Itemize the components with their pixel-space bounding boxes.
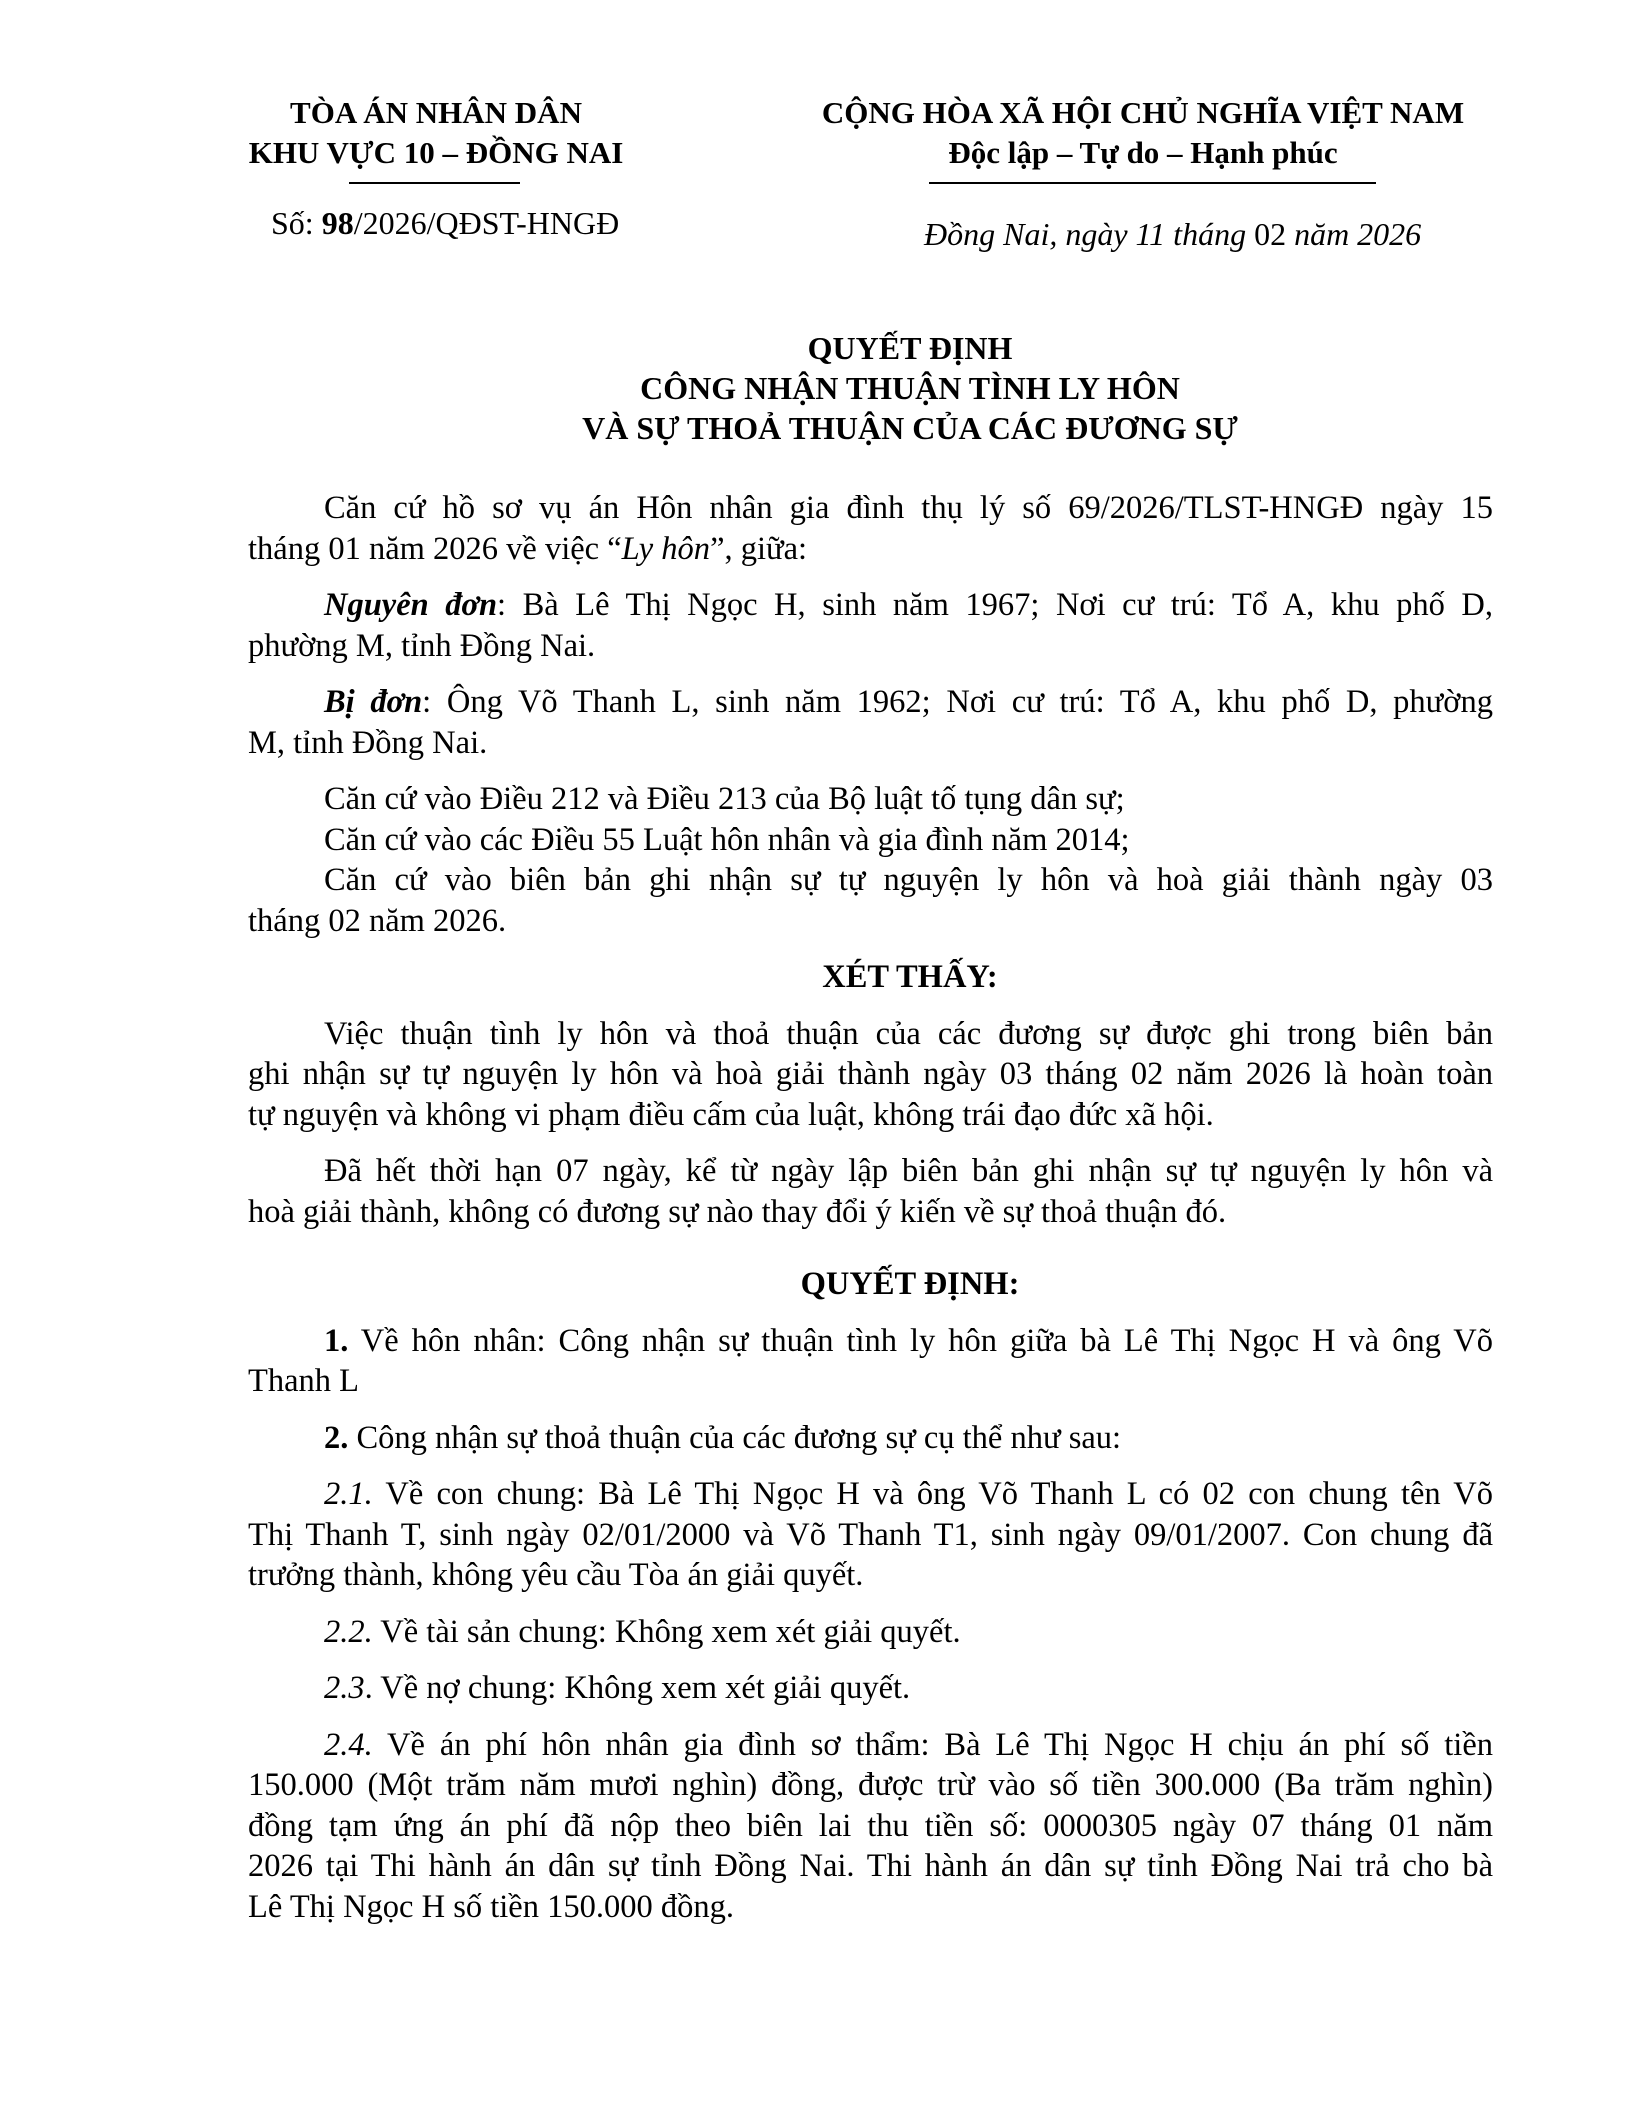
paragraph — [248, 1612, 1493, 1653]
text-segment: Căn cứ vào Điều 212 và Điều 213 của Bộ luật tố tụng dân sự; — [324, 781, 1125, 817]
text-segment: đồng tạm ứng án phí đã nộp theo biên lai thu tiền số: 0000305 ngày 07 tháng 01 năm — [248, 1807, 1493, 1844]
motto-underline — [929, 182, 1376, 184]
text-line — [248, 1361, 1493, 1402]
text-line — [248, 860, 1493, 901]
number-suffix: /2026/QĐST-HNGĐ — [353, 205, 620, 241]
text-line — [248, 1612, 1493, 1653]
text-line — [248, 1418, 1493, 1459]
paragraph — [248, 488, 1493, 569]
text-segment: 150.000 (Một trăm năm mươi nghìn) đồng, được trừ vào số tiền 300.000 (Ba trăm nghìn) — [248, 1767, 1493, 1803]
text-line — [248, 529, 1493, 570]
text-line — [248, 723, 1493, 764]
text-line — [248, 1765, 1493, 1806]
date-month: 02 — [1254, 216, 1287, 252]
text-segment: Đã hết thời hạn 07 ngày, kể từ ngày lập biên bản ghi nhận sự tự nguyện ly hôn và — [324, 1153, 1493, 1189]
text-line — [248, 1095, 1493, 1136]
text-line — [248, 626, 1493, 667]
text-segment: Lê Thị Ngọc H số tiền 150.000 đồng. — [248, 1888, 734, 1925]
text-line — [248, 1887, 1493, 1928]
text-line — [248, 1668, 1493, 1709]
paragraph — [248, 1725, 1493, 1928]
text-line — [248, 1321, 1493, 1362]
date-year: năm 2026 — [1286, 216, 1422, 252]
text-line — [248, 779, 1493, 820]
document-title — [248, 328, 1572, 448]
text-line — [248, 901, 1493, 942]
text-segment: 2.2. — [324, 1613, 373, 1650]
text-line — [248, 820, 1493, 861]
paragraph — [248, 1151, 1493, 1232]
text-segment: 2.3 — [324, 1670, 365, 1706]
text-segment: . Về nợ chung: Không xem xét giải quyết. — [364, 1670, 911, 1706]
text-segment: M, tỉnh Đồng Nai. — [248, 724, 488, 761]
text-segment: trưởng thành, không yêu cầu Tòa án giải quyết. — [248, 1557, 864, 1593]
text-line — [248, 1555, 1493, 1596]
text-segment: Về án phí hôn nhân gia đình sơ thẩm: Bà Lê Thị Ngọc H chịu án phí số tiền — [372, 1726, 1493, 1763]
court-line-2: KHU VỰC 10 – ĐỒNG NAI — [248, 135, 624, 170]
number-value: 98 — [321, 205, 354, 241]
text-segment: Căn cứ vào các Điều 55 Luật hôn nhân và gia đình năm 2014; — [324, 821, 1130, 858]
text-line — [248, 1054, 1493, 1095]
text-segment: Căn cứ hồ sơ vụ án Hôn nhân gia đình thụ lý số 69/2026/TLST-HNGĐ ngày 15 — [324, 490, 1493, 526]
paragraph — [248, 585, 1493, 666]
text-line — [248, 1264, 1572, 1305]
text-segment: Việc thuận tình ly hôn và thoả thuận của các đương sự được ghi trong biên bản — [324, 1015, 1493, 1052]
number-prefix: Số: — [271, 205, 322, 241]
text-segment: Về tài sản chung: Không xem xét giải quyết. — [372, 1613, 961, 1650]
text-segment: QUYẾT ĐỊNH: — [800, 1266, 1020, 1302]
title-line-2: CÔNG NHẬN THUẬN TÌNH LY HÔN — [640, 370, 1180, 406]
paragraph — [248, 1418, 1493, 1459]
title-line-1: QUYẾT ĐỊNH — [807, 330, 1013, 366]
text-segment: Căn cứ vào biên bản ghi nhận sự tự nguyện ly hôn và hoà giải thành ngày 03 — [324, 862, 1493, 898]
national-motto — [793, 93, 1493, 173]
text-line — [248, 585, 1493, 626]
text-segment: 2.1. — [324, 1476, 373, 1512]
text-segment: : Bà Lê Thị Ngọc H, sinh năm 1967; Nơi cư trú: Tổ A, khu phố D, — [497, 587, 1493, 623]
court-line-1: TÒA ÁN NHÂN DÂN — [290, 95, 582, 130]
paragraph — [248, 1668, 1493, 1709]
document-number — [271, 203, 619, 243]
paragraph — [248, 860, 1493, 941]
text-segment: Bị đơn — [324, 684, 423, 720]
text-segment: Ly hôn — [621, 530, 711, 567]
text-line — [248, 682, 1493, 723]
paragraph — [248, 779, 1493, 820]
text-line — [248, 1515, 1493, 1556]
text-segment: hoà giải thành, không có đương sự nào thay đổi ý kiến về sự thoả thuận đó. — [248, 1193, 1227, 1230]
text-segment: XÉT THẤY: — [822, 959, 998, 995]
text-line — [248, 1014, 1493, 1055]
nation-line-1: CỘNG HÒA XÃ HỘI CHỦ NGHĨA VIỆT NAM — [821, 95, 1465, 130]
text-segment: ghi nhận sự tự nguyện ly hôn và hoà giải thành ngày 03 tháng 02 năm 2026 là hoàn toàn — [248, 1056, 1493, 1092]
issue-date — [924, 214, 1421, 254]
title-line-3: VÀ SỰ THOẢ THUẬN CỦA CÁC ĐƯƠNG SỰ — [582, 410, 1238, 446]
text-line — [248, 488, 1493, 529]
text-segment: phường M, tỉnh Đồng Nai. — [248, 627, 596, 664]
text-line — [248, 1192, 1493, 1233]
text-segment: Công nhận sự thoả thuận của các đương sự cụ thể như sau: — [348, 1419, 1122, 1456]
section-heading — [248, 957, 1493, 998]
paragraph — [248, 1014, 1493, 1136]
text-segment: : Ông Võ Thanh L, sinh năm 1962; Nơi cư trú: Tổ A, khu phố D, phường — [422, 684, 1493, 720]
nation-line-2: Độc lập – Tự do – Hạnh phúc — [948, 135, 1338, 170]
text-line — [248, 1151, 1493, 1192]
court-underline — [349, 182, 520, 184]
text-segment: ”, giữa: — [710, 530, 808, 567]
text-segment: tự nguyện và không vi phạm điều cấm của luật, không trái đạo đức xã hội. — [248, 1096, 1214, 1133]
text-line — [248, 1474, 1493, 1515]
section-heading — [248, 1264, 1493, 1305]
text-segment: tháng 02 năm 2026. — [248, 902, 507, 939]
text-segment: Nguyên đơn — [324, 587, 498, 623]
court-name — [236, 93, 636, 173]
paragraph — [248, 820, 1493, 861]
text-segment: 2026 tại Thi hành án dân sự tỉnh Đồng Nai. Thi hành án dân sự tỉnh Đồng Nai trả cho bà — [248, 1848, 1493, 1884]
paragraph — [248, 1321, 1493, 1402]
text-line — [248, 957, 1572, 998]
paragraph — [248, 1474, 1493, 1596]
text-line — [248, 1725, 1493, 1766]
text-segment: Thanh L — [248, 1363, 360, 1399]
text-segment: 2. — [324, 1419, 349, 1456]
document-body — [248, 488, 1493, 1927]
text-line — [248, 1846, 1493, 1887]
date-part: Đồng Nai, ngày 11 tháng — [924, 216, 1255, 252]
text-segment: 2.4. — [324, 1726, 373, 1763]
text-line — [248, 1806, 1493, 1847]
text-segment: tháng 01 năm 2026 về việc “ — [248, 530, 622, 567]
paragraph — [248, 682, 1493, 763]
text-segment: Thị Thanh T, sinh ngày 02/01/2000 và Võ Thanh T1, sinh ngày 09/01/2007. Con chung đã — [248, 1516, 1493, 1553]
text-segment: Về hôn nhân: Công nhận sự thuận tình ly hôn giữa bà Lê Thị Ngọc H và ông Võ — [348, 1322, 1493, 1359]
text-segment: 1. — [324, 1322, 349, 1359]
text-segment: Về con chung: Bà Lê Thị Ngọc H và ông Võ Thanh L có 02 con chung tên Võ — [372, 1476, 1493, 1512]
